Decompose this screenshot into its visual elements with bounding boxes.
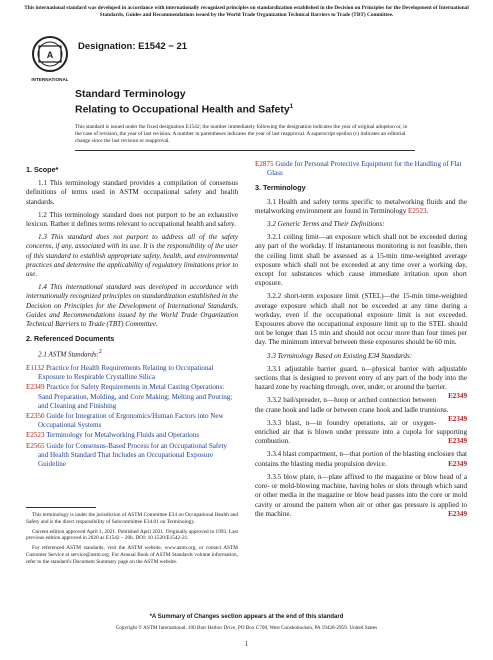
- scope-heading: 1. Scope*: [26, 165, 59, 174]
- paragraph-3-3: 3.3 Terminology Based on Existing E34 Standards:: [267, 351, 413, 360]
- terminology-heading: 3. Terminology: [255, 183, 306, 193]
- reference-item[interactable]: E2523 Terminology for Metalworking Fluids and Operations: [26, 431, 200, 440]
- e2349-tag[interactable]: E2349: [448, 392, 467, 401]
- astm-standards-label: 2.1 ASTM Standards:$^2$: [38, 349, 102, 359]
- footnote-divider: [26, 507, 96, 508]
- paragraph-3-2: 3.2 Generic Terms and Their Definitions:: [267, 220, 385, 229]
- reference-item[interactable]: E1132 Practice for Health Requirements Relating to Occupational Exposure to Respirable Crystalline Silica: [26, 364, 214, 382]
- reference-item[interactable]: E2875 Guide for Personal Protective Equipment for the Handling of Flat Glass: [255, 160, 462, 178]
- document-title: [75, 88, 293, 117]
- right-column: [255, 160, 467, 523]
- definition-blow-plate: 3.3.5 blow plate, n—plate affixed to the magazine or blow head of a core- or mold-blowing machine, having holes or slots through which sand or other media in the magazine or blow head passes into the core or mold cavity or around the pattern when air or other gas pressure is applied to the machine. E2349: [255, 472, 467, 518]
- astm-logo: [30, 34, 70, 86]
- left-column: [26, 160, 238, 470]
- divider: [75, 150, 415, 151]
- paragraph-1-4: 1.4 This international standard was developed in accordance with internationally recognized principles on standardization established in the Decision on Principles for the Development of International Standards, Guides and Recommendations issued by the World Trade Organization Technical Barriers to Trade (TBT) Committee.: [26, 283, 238, 329]
- e2349-tag[interactable]: E2349: [448, 459, 467, 468]
- definition-ceiling-limit: 3.2.1 ceiling limit—an exposure which shall not be exceeded during any part of the workday. If instantaneous monitoring is not feasible, then the ceiling limit shall be assessed as a 15-min time-weighted average exposure which shall not be exceeded at any time over a working day, except for substances which cause immediate irritation upon short exposure.: [255, 233, 467, 288]
- issuance-note: This standard is issued under the fixed designation E1542; the number immediately following the designation indicates the year of original adoption or, in the case of revision, the year of last revision. A number in parentheses indicates the year of last reapproval. A superscript epsilon (ε) indicates an editorial change since the last revision or reapproval.: [75, 124, 408, 144]
- referenced-documents-heading: 2. Referenced Documents: [26, 334, 115, 344]
- paragraph-1-1: 1.1 This terminology standard provides a compilation of consensus definitions of terms used in ASTM occupational safety and health standards.: [26, 179, 238, 206]
- footnote-1: This terminology is under the jurisdiction of ASTM Committee E34 on Occupational Health and Safety and is the direct responsibility of Subcommittee E34.01 on Terminology.: [26, 512, 238, 525]
- definition-stel: 3.2.2 short-term exposure limit (STEL)—the 15-min time-weighted average exposure which shall not be exceeded at any time during a workday, even if the occupational exposure limit is not exceeded. Exposures above the occupational exposure limit up to the STEL should not be longer than 15 min and should not occur more than four times per day. The minimum interval between these exposures should be 60 min.: [255, 292, 467, 347]
- svg-text:A: A: [46, 50, 54, 60]
- e2349-tag[interactable]: E2349: [448, 437, 467, 446]
- reference-item[interactable]: E2349 Practice for Safety Requirements in Metal Casting Operations: Sand Preparation, Molding, and Core Making; Melting and Pouring; and Cleaning and Finishing: [26, 383, 233, 410]
- footnotes: [26, 512, 238, 569]
- footnote-marker: 1: [289, 104, 294, 110]
- e2523-link[interactable]: E2523: [408, 206, 427, 215]
- reference-item[interactable]: E2350 Guide for Integration of Ergonomics/Human Factors into New Occupational Systems: [26, 412, 224, 430]
- paragraph-3-1: 3.1 Health and safety terms specific to metalworking fluids and the metalworking environment are found in Terminology E2523.: [255, 197, 467, 215]
- footnote-1-edition: Current edition approved April 1, 2021. Published April 2021. Originally approved in 1993. Last previous edition approved in 2020 as E1542 – 20b. DOI: 10.1520/E1542-21.: [26, 528, 238, 542]
- reference-item[interactable]: E2565 Guide for Consensus-Based Process for an Occupational Safety and Health Standard That Includes an Occupational Exposure Guideline: [26, 441, 227, 469]
- summary-of-changes-note: *A Summary of Changes section appears at the end of this standard: [149, 614, 344, 620]
- definition-blast-compartment: 3.3.4 blast compartment, n—that portion of the blasting enclosure that contains the blasting media propulsion device. E2349: [255, 450, 467, 468]
- page-number: 1: [244, 640, 249, 648]
- definition-bail-spreader: 3.3.2 bail/spreader, n—hoop or arched connection between the crane hook and ladle or between crane hook and ladle trunnions. E2349: [255, 396, 467, 423]
- definition-blast: 3.3.3 blast, n—in foundry operations, air or oxygen-enriched air that is blown under pressure into a cupola for supporting combustion. E2349: [255, 418, 467, 446]
- copyright: Copyright © ASTM International, 100 Barr Harbor Drive, PO Box C700, West Conshohocken, PA 19428-2959. United States: [115, 625, 378, 631]
- title-line-2: Relating to Occupational Health and Safety$^1$: [75, 103, 294, 116]
- title-line-1: Standard Terminology: [75, 88, 186, 100]
- paragraph-1-2: 1.2 This terminology standard does not purport to be an exhaustive lexicon. Rather it defines terms relevant to occupational health and safety.: [26, 210, 238, 229]
- paragraph-1-3: 1.3 This standard does not purport to address all of the safety concerns, if any, associated with its use. It is the responsibility of the user of this standard to establish appropriate safety, health, and environmental practices and determine the applicability of regulatory limitations prior to use.: [26, 233, 238, 279]
- designation: Designation: E1542 − 21: [78, 41, 188, 52]
- e2349-tag[interactable]: E2349: [448, 509, 467, 518]
- definition-adjustable-barrier-guard: 3.3.1 adjustable barrier guard, n—physical barrier with adjustable sections that is designed to prevent entry of any part of the body into the hazard zone by reaching through, over, under, or around the barrier. E2349: [255, 364, 467, 401]
- international-standard-notice: This international standard was developed in accordance with internationally recognized principles on standardization established in the Decision on Principles for the Development of International Standards, Guides and Recommendations issued by the World Trade Organization Technical Barriers to Trade (TBT) Committee.: [24, 5, 469, 18]
- e2349-tag[interactable]: E2349: [448, 414, 467, 423]
- footnote-2: For referenced ASTM standards, visit the ASTM website, www.astm.org, or contact ASTM Customer Service at service@astm.org. For Annual Book of ASTM Standards volume information, refer to the standard's Document Summary page on the ASTM website.: [26, 545, 238, 565]
- svg-text:INTERNATIONAL: INTERNATIONAL: [31, 77, 69, 82]
